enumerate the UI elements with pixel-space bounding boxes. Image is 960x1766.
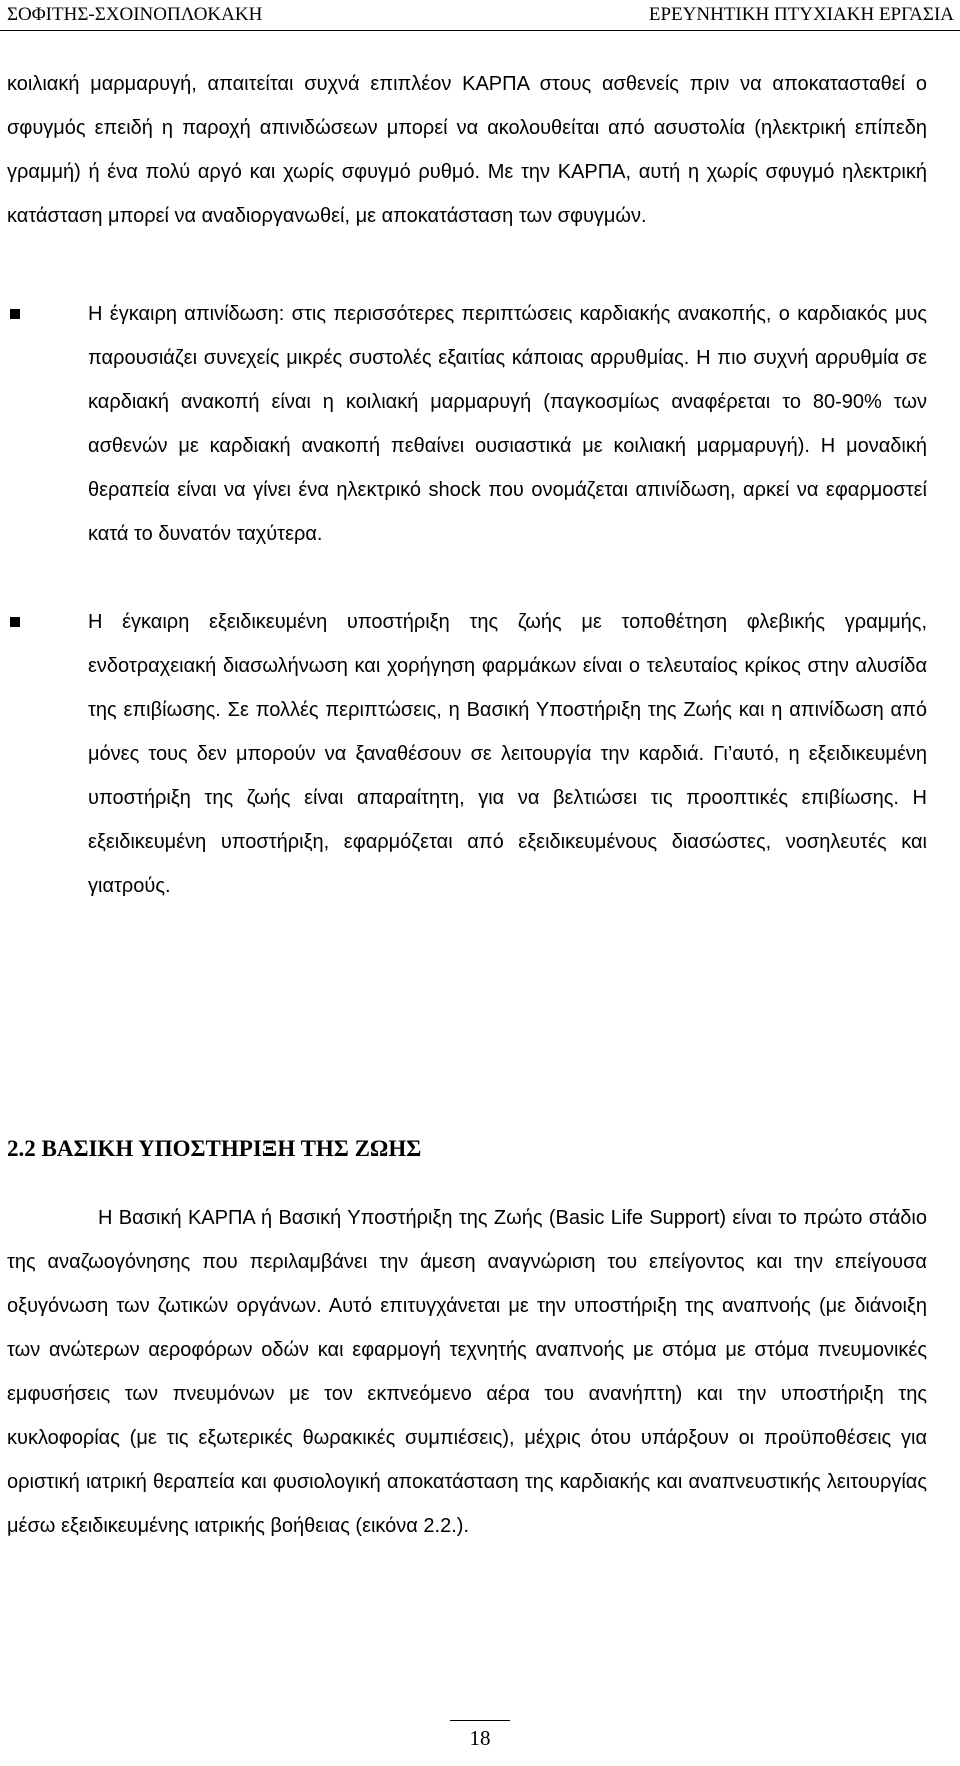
square-bullet-icon xyxy=(10,309,20,319)
page-number: 18 xyxy=(469,1726,491,1750)
bullet-advanced-life-support: Η έγκαιρη εξειδικευμένη υποστήριξη της ζωής με τοποθέτηση φλεβικής γραμμής, ενδοτραχειακή διασωλήνωση και χορήγηση φαρμάκων είναι ο τελευταίος κρίκος στην αλυσίδα της επιβίωσης. Σε πολλές περιπτώσεις, η Βασική Υποστήριξη της Ζωής και η απινίδωση από μόνες τους δεν μπορούν να ξαναθέσουν σε λειτουργία την καρδιά. Γι’αυτό, η εξειδικευμένη υποστήριξη της ζωής είναι απαραίτητη, για να βελτιώσει τις προοπτικές επιβίωσης. Η εξειδικευμένη υποστήριξη, εφαρμόζεται από εξειδικευμένους διασώστες, νοσηλευτές και γιατρούς. xyxy=(88,611,927,897)
bullet-early-defibrillation: Η έγκαιρη απινίδωση: στις περισσότερες περιπτώσεις καρδιακής ανακοπής, ο καρδιακός μυς παρουσιάζει συνεχείς μικρές συστολές εξαιτίας κάποιας αρρυθμίας. Η πιο συχνή αρρυθμία σε καρδιακή ανακοπή είναι η κοιλιακή μαρμαρυγή (παγκοσμίως αναφέρεται το 80-90% των ασθενών με καρδιακή ανακοπή πεθαίνει ουσιαστικά με κοιλιακή μαρμαρυγή). Η μοναδική θεραπεία είναι να γίνει ένα ηλεκτρικό shock που ονομάζεται απινίδωση, αρκεί να εφαρμοστεί κατά το δυνατόν ταχύτερα. xyxy=(88,303,927,545)
paragraph-basic-life-support: Η Βασική ΚΑΡΠΑ ή Βασική Υποστήριξη της Ζωής (Basic Life Support) είναι το πρώτο στάδιο της αναζωογόνησης που περιλαμβάνει την άμεση αναγνώριση του επείγοντος και την επείγουσα οξυγόνωση των ζωτικών οργάνων. Αυτό επιτυγχάνεται με την υποστήριξη της αναπνοής (με διάνοιξη των ανώτερων αεροφόρων οδών και εφαρμογή τεχνητής αναπνοής με στόμα με στόμα πνευμονικές εμφυσήσεις των πνευμόνων με τον εκπνεόμενο αέρα του ανανήπτη) και την υποστήριξη της κυκλοφορίας (με τις εξωτερικές θωρακικές συμπιέσεις), μέχρις ότου υπάρξουν οι προϋποθέσεις για οριστική ιατρική θεραπεία και φυσιολογική αποκατάσταση της καρδιακής και αναπνευστικής λειτουργίας μέσω εξειδικευμένης ιατρικής βοήθειας (εικόνα 2.2.). xyxy=(7,1207,927,1537)
header-rule xyxy=(0,30,960,31)
square-bullet-icon xyxy=(10,617,20,627)
footer-rule xyxy=(450,1720,510,1721)
page-header xyxy=(0,0,960,36)
header-document-type: ΕΡΕΥΝΗΤΙΚΗ ΠΤΥΧΙΑΚΗ ΕΡΓΑΣΙΑ xyxy=(648,4,954,25)
header-author: ΣΟΦΙΤΗΣ-ΣΧΟΙΝΟΠΛΟΚΑΚΗ xyxy=(7,4,263,25)
section-heading: 2.2 ΒΑΣΙΚΗ ΥΠΟΣΤΗΡΙΞΗ ΤΗΣ ΖΩΗΣ xyxy=(7,1136,422,1161)
paragraph-ventricular-fibrillation: κοιλιακή μαρμαρυγή, απαιτείται συχνά επιπλέον ΚΑΡΠΑ στους ασθενείς πριν να αποκατασταθεί ο σφυγμός επειδή η παροχή απινιδώσεων μπορεί να ακολουθείται από ασυστολία (ηλεκτρική επίπεδη γραμμή) ή ένα πολύ αργό και χωρίς σφυγμό ρυθμό. Με την ΚΑΡΠΑ, αυτή η χωρίς σφυγμό ηλεκτρική κατάσταση μπορεί να αναδιοργανωθεί, με αποκατάσταση των σφυγμών. xyxy=(7,73,927,227)
